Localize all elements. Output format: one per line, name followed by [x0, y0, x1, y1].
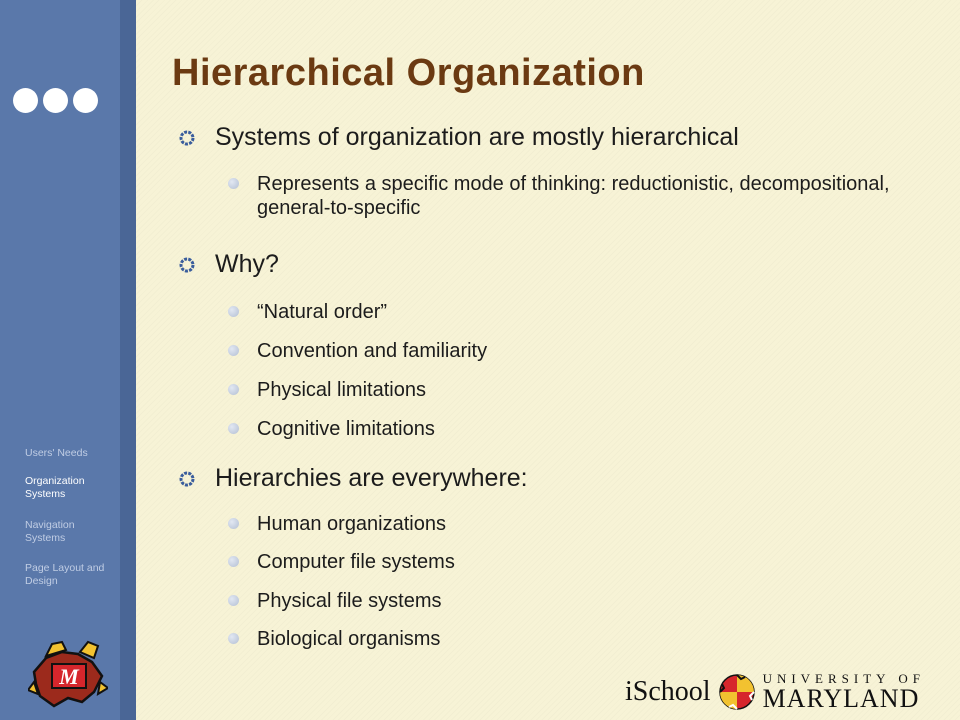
nav-navigation-systems[interactable]: Navigation Systems [25, 519, 75, 544]
bullet-point [179, 464, 528, 493]
sub-text: Physical file systems [257, 590, 442, 612]
sub-text: Convention and familiarity [257, 340, 488, 362]
dot-bullet-icon [228, 384, 239, 395]
ring-bullet-icon [179, 257, 195, 273]
sub-bullet [228, 512, 907, 536]
slide-title: Hierarchical Organization [172, 52, 645, 94]
point-text: Systems of organization are mostly hierarchical [215, 123, 739, 151]
sub-text: Biological organisms [257, 628, 441, 650]
ischool-label: iSchool [625, 676, 711, 707]
point-text: Why? [215, 250, 279, 278]
dot-icon [43, 88, 68, 113]
dot-bullet-icon [228, 306, 239, 317]
branding [625, 672, 925, 712]
maryland-label: MARYLAND [762, 684, 920, 713]
dot-bullet-icon [228, 556, 239, 567]
sub-bullet [228, 172, 907, 220]
nav-page-layout-design[interactable]: Page Layout and Design [25, 562, 105, 587]
terrapin-mascot-logo [28, 632, 108, 712]
dot-bullet-icon [228, 595, 239, 606]
dot-bullet-icon [228, 345, 239, 356]
sidebar [0, 0, 120, 720]
nav-organization-systems[interactable]: Organization Systems [25, 475, 85, 500]
sub-text: Represents a specific mode of thinking: reductionistic, decompositional, general-to-specific [257, 173, 890, 219]
nav-users-needs[interactable]: Users' Needs [25, 447, 88, 459]
bullet-point [179, 123, 739, 152]
sidebar-edge [120, 0, 136, 720]
dot-bullet-icon [228, 423, 239, 434]
ring-bullet-icon [179, 130, 195, 146]
sub-bullet [228, 589, 907, 613]
sub-text: Computer file systems [257, 551, 455, 573]
sub-bullet [228, 417, 907, 441]
dot-bullet-icon [228, 518, 239, 529]
sub-text: Human organizations [257, 513, 446, 535]
sub-text: “Natural order” [257, 301, 388, 323]
sub-text: Cognitive limitations [257, 418, 435, 440]
dot-icon [73, 88, 98, 113]
sub-bullet [228, 378, 907, 402]
dot-bullet-icon [228, 633, 239, 644]
sub-bullet [228, 550, 907, 574]
sub-bullet [228, 339, 907, 363]
ring-bullet-icon [179, 471, 195, 487]
sub-text: Physical limitations [257, 379, 426, 401]
decorative-dots [13, 88, 98, 113]
maryland-flag-logo [719, 674, 755, 710]
dot-icon [13, 88, 38, 113]
sub-bullet [228, 300, 907, 324]
point-text: Hierarchies are everywhere: [215, 464, 528, 492]
university-of-label: UNIVERSITY OF [762, 671, 925, 686]
dot-bullet-icon [228, 178, 239, 189]
sub-bullet [228, 627, 907, 651]
bullet-point [179, 250, 279, 279]
svg-text:M: M [59, 664, 79, 689]
